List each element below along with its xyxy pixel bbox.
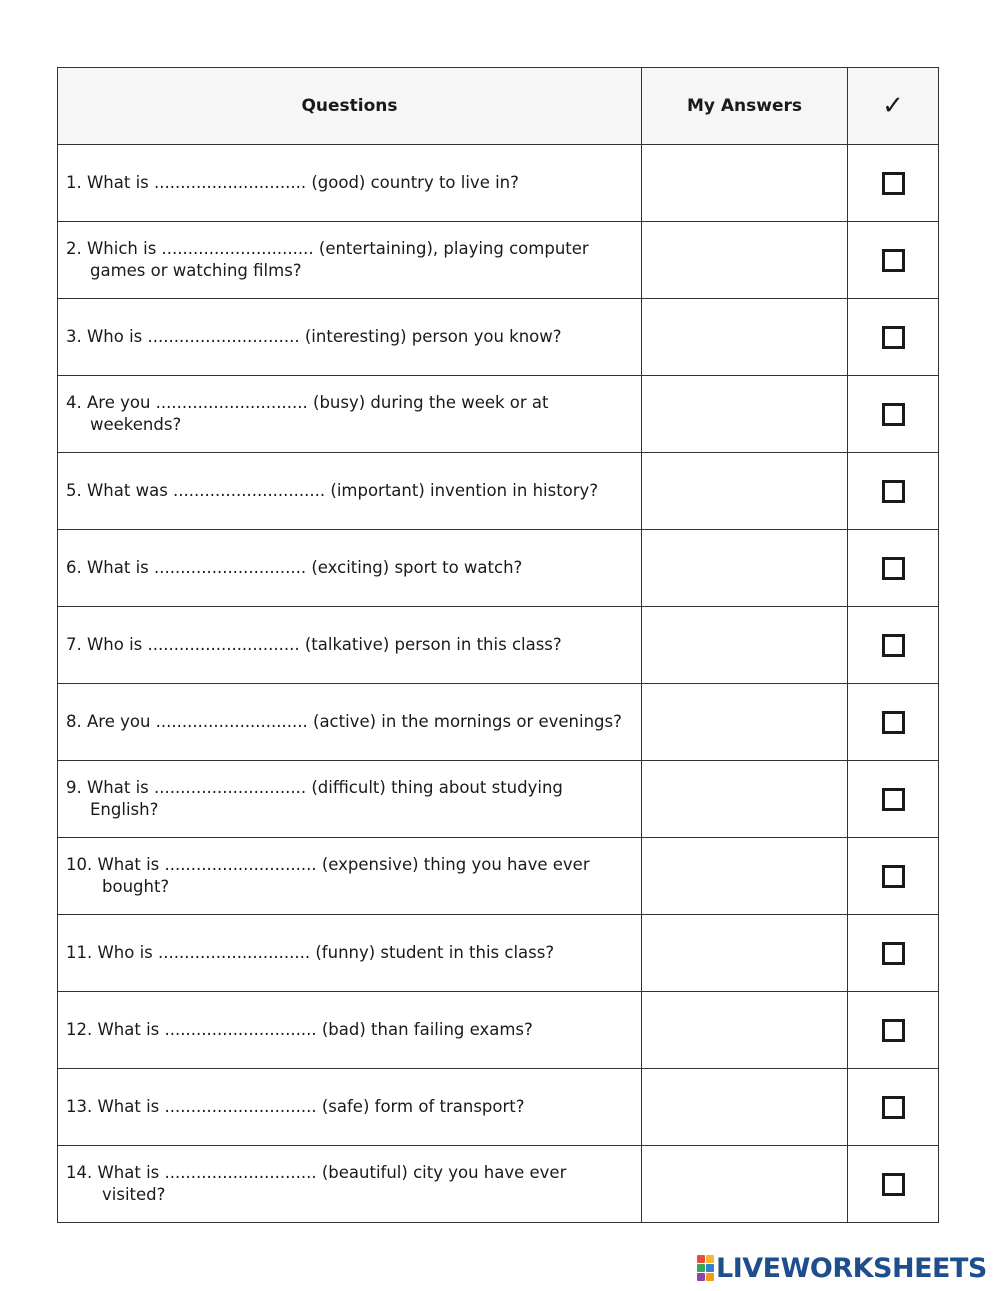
logo-text: LIVEWORKSHEETS: [716, 1252, 987, 1284]
table-row: [58, 453, 939, 530]
questions-header: Questions: [58, 68, 642, 145]
table-row: [58, 761, 939, 838]
questions-table: [57, 67, 939, 1223]
question-text: 5. What was ............................. (important) invention in history?: [66, 481, 599, 500]
table-header-row: [58, 68, 939, 145]
checkbox[interactable]: [882, 1173, 905, 1196]
logo-blocks-icon: [697, 1255, 714, 1281]
check-cell: [848, 1069, 939, 1146]
checkbox[interactable]: [882, 942, 905, 965]
question-text: 11. Who is ............................. (funny) student in this class?: [66, 943, 555, 962]
check-cell: [848, 761, 939, 838]
checkbox[interactable]: [882, 480, 905, 503]
table-row: [58, 1146, 939, 1223]
check-cell: [848, 299, 939, 376]
checkbox[interactable]: [882, 788, 905, 811]
checkbox[interactable]: [882, 634, 905, 657]
question-text: 6. What is ............................. (exciting) sport to watch?: [66, 558, 523, 577]
answer-field[interactable]: [642, 376, 848, 453]
question-cell: [58, 992, 642, 1069]
answers-header: My Answers: [642, 68, 848, 145]
answer-field[interactable]: [642, 1069, 848, 1146]
table-row: [58, 222, 939, 299]
question-text: 9. What is ............................. (difficult) thing about studying English?: [66, 778, 563, 819]
question-cell: [58, 915, 642, 992]
table-row: [58, 992, 939, 1069]
checkmark-icon: ✓: [882, 91, 904, 121]
logo-block: [697, 1264, 705, 1272]
answer-field[interactable]: [642, 145, 848, 222]
question-text: 1. What is ............................. (good) country to live in?: [66, 173, 519, 192]
checkbox[interactable]: [882, 865, 905, 888]
check-header: [848, 68, 939, 145]
answer-field[interactable]: [642, 607, 848, 684]
question-text: 8. Are you ............................. (active) in the mornings or evenings?: [66, 712, 622, 731]
checkbox[interactable]: [882, 557, 905, 580]
question-cell: [58, 453, 642, 530]
table-row: [58, 1069, 939, 1146]
question-text: 7. Who is ............................. (talkative) person in this class?: [66, 635, 562, 654]
questions-body: [58, 145, 939, 1223]
checkbox[interactable]: [882, 249, 905, 272]
checkbox[interactable]: [882, 172, 905, 195]
check-cell: [848, 145, 939, 222]
question-text: 14. What is ............................. (beautiful) city you have ever visited?: [66, 1163, 567, 1204]
answer-field[interactable]: [642, 684, 848, 761]
table-row: [58, 376, 939, 453]
logo-block: [706, 1264, 714, 1272]
logo-block: [706, 1273, 714, 1281]
table-row: [58, 607, 939, 684]
answer-field[interactable]: [642, 1146, 848, 1223]
question-cell: [58, 1146, 642, 1223]
checkbox[interactable]: [882, 403, 905, 426]
table-row: [58, 684, 939, 761]
logo-block: [706, 1255, 714, 1263]
question-cell: [58, 1069, 642, 1146]
check-cell: [848, 222, 939, 299]
answer-field[interactable]: [642, 761, 848, 838]
question-cell: [58, 530, 642, 607]
answer-field[interactable]: [642, 992, 848, 1069]
question-cell: [58, 222, 642, 299]
question-cell: [58, 145, 642, 222]
question-cell: [58, 684, 642, 761]
question-text: 2. Which is ............................. (entertaining), playing computer games or watching films?: [66, 239, 589, 280]
logo-block: [697, 1255, 705, 1263]
check-cell: [848, 684, 939, 761]
answer-field[interactable]: [642, 915, 848, 992]
liveworksheets-logo: [697, 1252, 987, 1284]
table-row: [58, 145, 939, 222]
checkbox[interactable]: [882, 326, 905, 349]
check-cell: [848, 530, 939, 607]
question-cell: [58, 838, 642, 915]
checkbox[interactable]: [882, 1019, 905, 1042]
table-row: [58, 838, 939, 915]
table-row: [58, 915, 939, 992]
checkbox[interactable]: [882, 1096, 905, 1119]
question-cell: [58, 299, 642, 376]
question-cell: [58, 761, 642, 838]
answer-field[interactable]: [642, 530, 848, 607]
check-cell: [848, 915, 939, 992]
check-cell: [848, 838, 939, 915]
table-row: [58, 530, 939, 607]
question-cell: [58, 607, 642, 684]
question-text: 3. Who is ............................. (interesting) person you know?: [66, 327, 562, 346]
table-row: [58, 299, 939, 376]
question-text: 12. What is ............................. (bad) than failing exams?: [66, 1020, 533, 1039]
question-text: 10. What is ............................. (expensive) thing you have ever bought?: [66, 855, 590, 896]
answer-field[interactable]: [642, 838, 848, 915]
question-cell: [58, 376, 642, 453]
logo-block: [697, 1273, 705, 1281]
answer-field[interactable]: [642, 453, 848, 530]
question-text: 13. What is ............................. (safe) form of transport?: [66, 1097, 525, 1116]
check-cell: [848, 607, 939, 684]
answer-field[interactable]: [642, 299, 848, 376]
question-text: 4. Are you ............................. (busy) during the week or at weekends?: [66, 393, 549, 434]
checkbox[interactable]: [882, 711, 905, 734]
answer-field[interactable]: [642, 222, 848, 299]
check-cell: [848, 453, 939, 530]
check-cell: [848, 376, 939, 453]
check-cell: [848, 1146, 939, 1223]
check-cell: [848, 992, 939, 1069]
